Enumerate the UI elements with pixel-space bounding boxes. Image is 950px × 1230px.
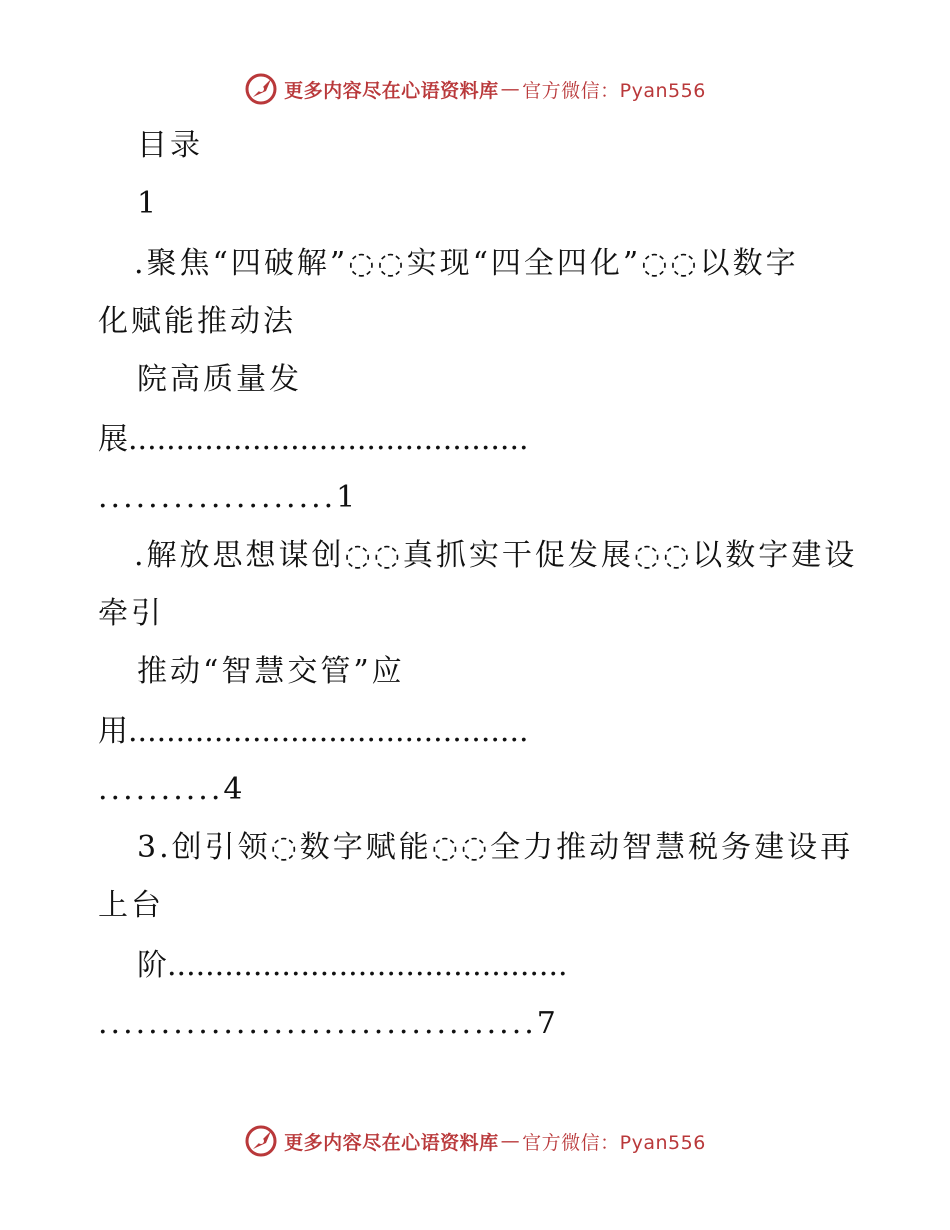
quill-logo-icon <box>244 72 278 106</box>
banner-main-text: 更多内容尽在心语资料库 <box>284 79 499 102</box>
toc-entry-3-line-3: 阶.......................................... <box>137 948 568 983</box>
toc-number: 1 <box>137 186 160 221</box>
toc-entry-3-line-1: 3.创引领◌数字赋能◌◌全力推动智慧税务建设再 <box>137 830 854 865</box>
header-watermark-banner <box>0 72 950 106</box>
toc-heading: 目录 <box>137 128 203 163</box>
toc-entry-2-leader: 用.......................................... <box>98 714 529 749</box>
toc-entry-3-line-2: 上台 <box>98 888 164 923</box>
toc-entry-2-page: ..........4 <box>98 772 246 807</box>
banner-separator: — <box>500 1130 521 1152</box>
quill-logo-icon <box>244 1124 278 1158</box>
toc-entry-1-line-3: 院高质量发 <box>137 362 302 397</box>
toc-entry-1-line-2: 化赋能推动法 <box>98 304 296 339</box>
toc-entry-1-leader: 展.......................................... <box>98 422 529 457</box>
banner-separator: — <box>500 78 521 100</box>
toc-entry-2-line-1: .解放思想谋创◌◌真抓实干促发展◌◌以数字建设 <box>134 538 858 573</box>
toc-entry-2-line-2: 牵引 <box>98 596 164 631</box>
toc-entry-2-line-3: 推动“智慧交管”应 <box>137 654 405 689</box>
toc-entry-1-line-1: .聚焦“四破解”◌◌实现“四全四化”◌◌以数字 <box>134 246 799 281</box>
banner-main-text: 更多内容尽在心语资料库 <box>284 1131 499 1154</box>
toc-entry-1-page: ...................1 <box>98 480 359 515</box>
footer-watermark-banner <box>0 1124 950 1158</box>
banner-wechat-text: 官方微信：Pyan556 <box>522 79 706 102</box>
toc-entry-3-page: ...................................7 <box>98 1006 559 1041</box>
banner-wechat-text: 官方微信：Pyan556 <box>522 1131 706 1154</box>
